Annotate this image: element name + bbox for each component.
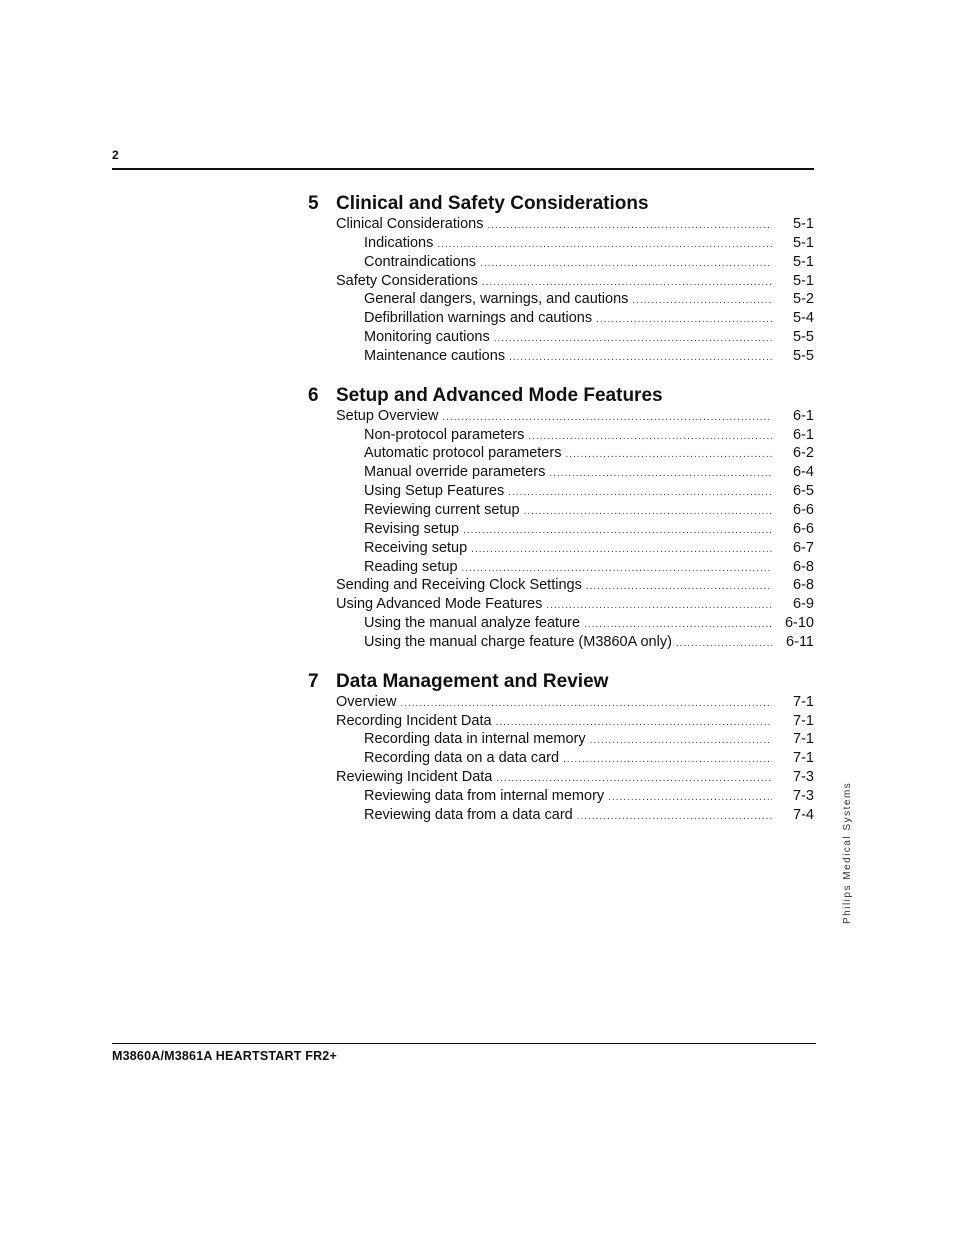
dot-leader [437,236,772,255]
footer-title: M3860A/M3861A HEARTSTART FR2+ [112,1049,337,1063]
toc-entry-page: 7-4 [793,806,814,823]
dot-leader [480,255,772,274]
toc-entry-page: 6-6 [793,520,814,537]
toc-entry-title: Revising setup [364,520,460,537]
dot-leader [549,465,772,484]
footer-rule [112,1043,816,1044]
toc-chapter [308,189,814,366]
dot-leader [632,292,772,311]
toc-entry[interactable] [308,787,814,806]
toc-entry-title: Clinical Considerations [336,216,484,232]
toc-entry-title: Defibrillation warnings and cautions [364,310,593,327]
dot-leader [590,732,772,751]
dot-leader [508,484,772,503]
chapter-title: Setup and Advanced Mode Features [336,384,663,406]
dot-leader [577,808,772,827]
toc-chapter [308,381,814,652]
toc-entry-page: 6-8 [793,577,814,594]
toc-entry[interactable] [308,501,814,520]
toc-entry[interactable] [308,595,814,614]
toc-entry-title: Reviewing current setup [364,501,520,518]
chapter-heading [308,381,814,407]
toc-entry-page: 6-1 [793,407,814,424]
toc-entry-page: 7-1 [793,750,814,767]
toc-entry-title: Using the manual charge feature (M3860A only) [364,633,672,650]
toc-entry[interactable] [308,444,814,463]
toc-entry[interactable] [308,407,814,426]
toc-entry-page: 6-1 [793,426,814,443]
toc-entry-title: Using Advanced Mode Features [336,596,543,613]
dot-leader [676,635,772,654]
toc-entry-title: Using Setup Features [364,483,505,500]
toc-entry-title: General dangers, warnings, and cautions [364,291,629,308]
toc-entry-page: 6-4 [793,464,814,481]
toc-entry[interactable] [308,272,814,291]
toc-entry[interactable] [308,520,814,539]
chapter-heading [308,189,814,215]
toc-entry[interactable] [308,730,814,749]
chapter-number: 7 [308,670,319,692]
sidebar-company-text: Philips Medical Systems [842,781,853,924]
toc-entry-page: 6-11 [786,633,814,650]
header-rule [112,168,814,170]
toc-entry-page: 6-2 [793,445,814,462]
toc-entry-title: Reading setup [364,558,458,575]
toc-entry[interactable] [308,290,814,309]
toc-entry[interactable] [308,309,814,328]
chapter-number: 6 [308,384,319,406]
toc-entry[interactable] [308,712,814,731]
toc-entry-page: 6-6 [793,501,814,518]
toc-chapter [308,667,814,825]
table-of-contents [308,189,814,840]
dot-leader [471,541,772,560]
toc-entry[interactable] [308,558,814,577]
toc-entry[interactable] [308,614,814,633]
toc-entry-page: 6-10 [784,615,814,632]
toc-entry-page: 5-1 [793,216,814,232]
toc-entry[interactable] [308,539,814,558]
toc-entry[interactable] [308,347,814,366]
toc-entry-page: 5-2 [793,291,814,308]
dot-leader [565,446,772,465]
toc-entry[interactable] [308,426,814,445]
toc-entry-title: Reviewing data from internal memory [364,787,605,804]
toc-entry-page: 6-5 [793,483,814,500]
toc-entry-title: Safety Considerations [336,272,478,289]
toc-entry-title: Recording data on a data card [364,750,560,767]
toc-entry[interactable] [308,328,814,347]
toc-entry-title: Setup Overview [336,407,439,424]
toc-entry-page: 5-1 [793,234,814,251]
toc-entry-title: Reviewing Incident Data [336,769,493,786]
toc-entry-title: Manual override parameters [364,464,546,481]
toc-entry[interactable] [308,482,814,501]
toc-entry-page: 7-3 [793,769,814,786]
toc-entry-title: Receiving setup [364,539,468,556]
toc-entry-title: Sending and Receiving Clock Settings [336,577,582,594]
chapter-title: Data Management and Review [336,670,609,692]
toc-entry-title: Using the manual analyze feature [364,615,581,632]
toc-entry-title: Automatic protocol parameters [364,445,562,462]
chapter-number: 5 [308,193,319,214]
dot-leader [524,503,772,522]
page-number: 2 [112,148,119,162]
toc-entry[interactable] [308,749,814,768]
toc-entry[interactable] [308,768,814,787]
toc-entry[interactable] [308,234,814,253]
toc-entry-page: 5-1 [793,253,814,270]
toc-entry-title: Non-protocol parameters [364,426,525,443]
toc-entry-page: 6-8 [793,558,814,575]
dot-leader [509,349,772,368]
toc-entry-page: 5-1 [793,272,814,289]
chapter-title: Clinical and Safety Considerations [336,193,649,214]
toc-entry-title: Indications [364,234,434,251]
toc-entry-page: 5-4 [793,310,814,327]
dot-leader [596,311,772,330]
toc-entry-page: 5-5 [793,347,814,364]
toc-entry-page: 5-5 [793,329,814,346]
toc-entry-page: 7-1 [793,693,814,710]
toc-entry-title: Recording data in internal memory [364,731,586,748]
toc-entry[interactable] [308,463,814,482]
toc-entry-page: 6-9 [793,596,814,613]
dot-leader [488,217,773,236]
dot-leader [608,789,772,808]
toc-entry-title: Monitoring cautions [364,329,490,346]
dot-leader [563,751,772,770]
toc-entry-page: 7-3 [793,787,814,804]
toc-entry[interactable] [308,633,814,652]
toc-entry-title: Overview [336,693,397,710]
toc-entry[interactable] [308,253,814,272]
dot-leader [463,522,772,541]
chapter-heading [308,667,814,693]
toc-entry[interactable] [308,806,814,825]
toc-entry-page: 6-7 [793,539,814,556]
dot-leader [494,330,772,349]
toc-entry-title: Reviewing data from a data card [364,806,573,823]
toc-entry[interactable] [308,693,814,712]
toc-entry-page: 7-1 [793,712,814,729]
toc-entry-page: 7-1 [793,731,814,748]
dot-leader [586,578,772,597]
toc-entry[interactable] [308,576,814,595]
toc-entry-title: Contraindications [364,253,477,270]
toc-entry-title: Maintenance cautions [364,347,506,364]
toc-entry[interactable] [308,215,814,234]
toc-entry-title: Recording Incident Data [336,712,492,729]
